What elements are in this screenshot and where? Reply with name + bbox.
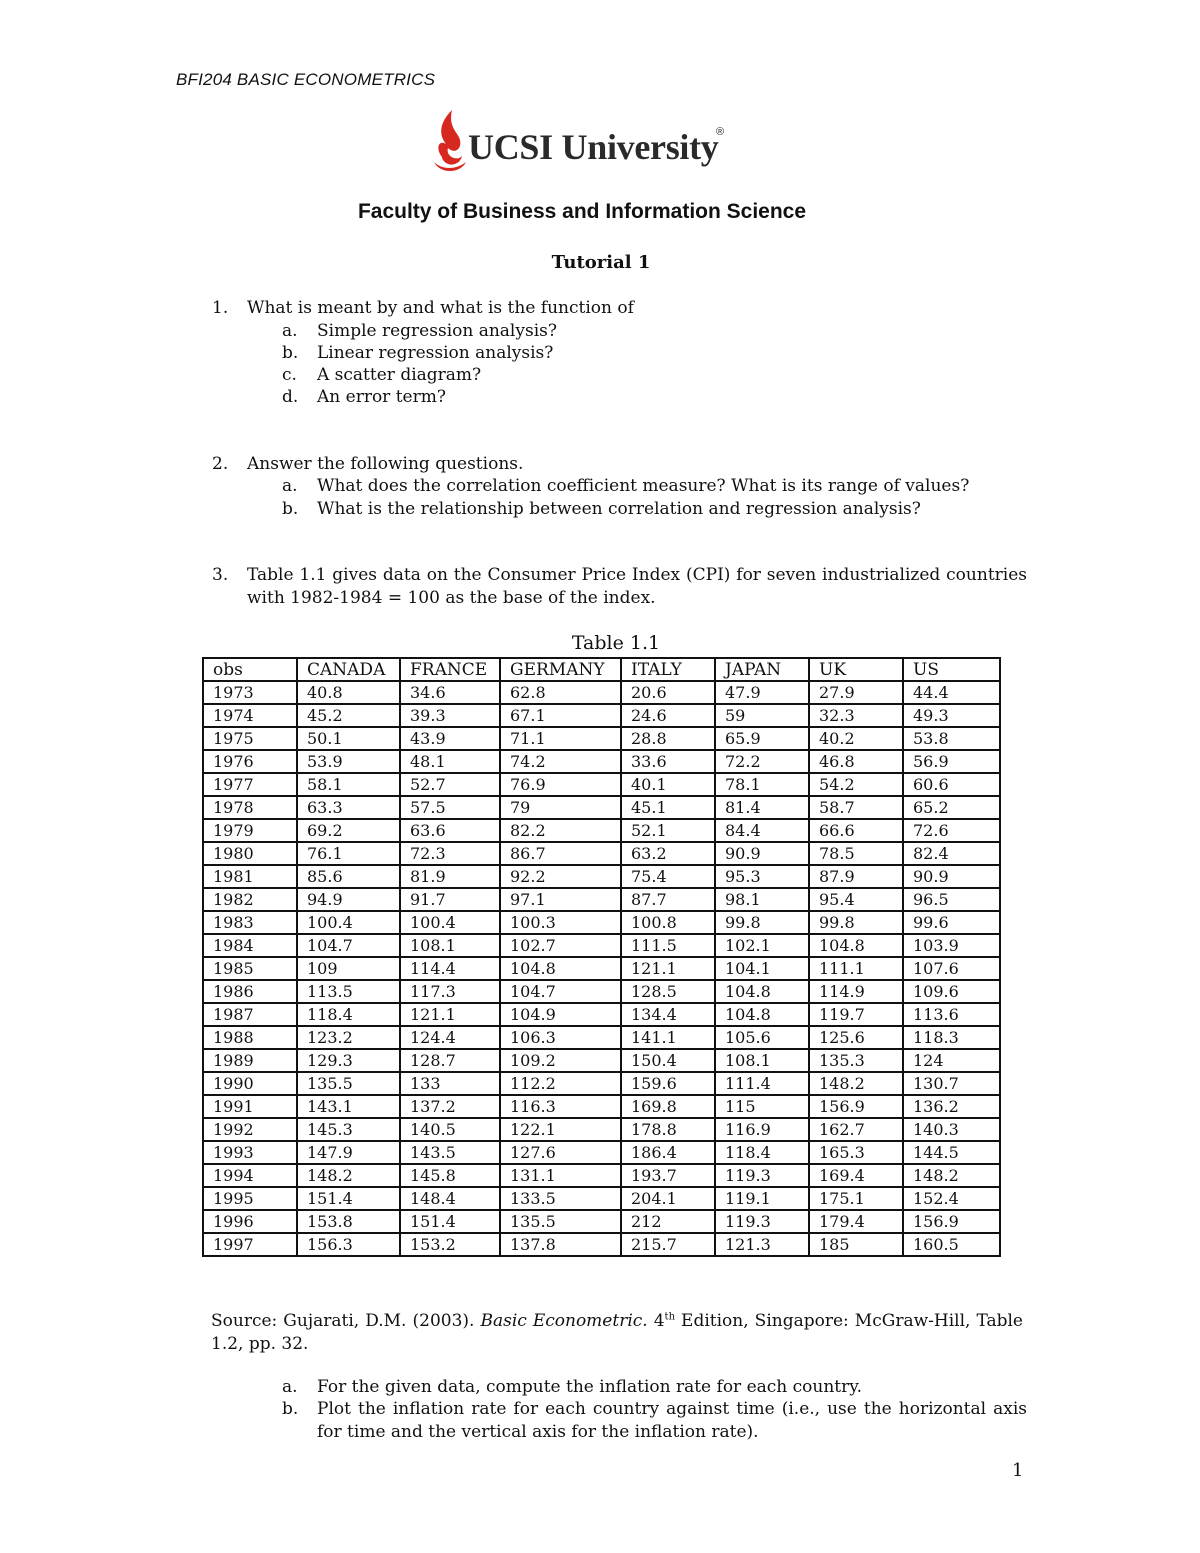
cpi-cell: 124.4 [400, 1026, 500, 1049]
cpi-cell: 66.6 [809, 819, 903, 842]
tutorial-title: Tutorial 1 [551, 252, 651, 273]
cpi-cell: 63.3 [297, 796, 400, 819]
cpi-cell: 114.9 [809, 980, 903, 1003]
column-header: CANADA [297, 658, 400, 681]
flame-icon [430, 108, 470, 176]
cpi-cell: 79 [500, 796, 621, 819]
table-row [203, 1072, 1000, 1095]
cpi-cell: 160.5 [903, 1233, 1000, 1256]
cpi-cell: 145.8 [400, 1164, 500, 1187]
cpi-table [202, 657, 1001, 1257]
item-label: a. [282, 476, 298, 496]
year-cell: 1997 [203, 1233, 297, 1256]
year-cell: 1992 [203, 1118, 297, 1141]
cpi-cell: 94.9 [297, 888, 400, 911]
cpi-cell: 128.7 [400, 1049, 500, 1072]
cpi-cell: 159.6 [621, 1072, 715, 1095]
cpi-cell: 131.1 [500, 1164, 621, 1187]
cpi-cell: 32.3 [809, 704, 903, 727]
cpi-cell: 169.8 [621, 1095, 715, 1118]
cpi-cell: 108.1 [400, 934, 500, 957]
cpi-cell: 100.4 [297, 911, 400, 934]
cpi-cell: 124 [903, 1049, 1000, 1072]
university-logo [430, 108, 730, 176]
cpi-cell: 44.4 [903, 681, 1000, 704]
cpi-cell: 162.7 [809, 1118, 903, 1141]
cpi-cell: 65.2 [903, 796, 1000, 819]
cpi-cell: 104.7 [500, 980, 621, 1003]
cpi-cell: 115 [715, 1095, 809, 1118]
table-row [203, 1210, 1000, 1233]
cpi-cell: 40.1 [621, 773, 715, 796]
cpi-cell: 67.1 [500, 704, 621, 727]
year-cell: 1989 [203, 1049, 297, 1072]
cpi-cell: 104.8 [715, 1003, 809, 1026]
cpi-cell: 34.6 [400, 681, 500, 704]
cpi-cell: 50.1 [297, 727, 400, 750]
cpi-cell: 178.8 [621, 1118, 715, 1141]
cpi-cell: 85.6 [297, 865, 400, 888]
item-label: a. [282, 321, 298, 341]
table-row [203, 773, 1000, 796]
year-cell: 1993 [203, 1141, 297, 1164]
table-row [203, 1003, 1000, 1026]
cpi-cell: 43.9 [400, 727, 500, 750]
cpi-cell: 57.5 [400, 796, 500, 819]
year-cell: 1977 [203, 773, 297, 796]
cpi-cell: 87.9 [809, 865, 903, 888]
year-cell: 1982 [203, 888, 297, 911]
cpi-cell: 99.8 [715, 911, 809, 934]
table-row [203, 750, 1000, 773]
cpi-cell: 204.1 [621, 1187, 715, 1210]
year-cell: 1988 [203, 1026, 297, 1049]
running-header: BFI204 BASIC ECONOMETRICS [176, 70, 436, 89]
item-text: For the given data, compute the inflation rate for each country. [317, 1377, 863, 1397]
cpi-cell: 156.9 [809, 1095, 903, 1118]
cpi-cell: 119.7 [809, 1003, 903, 1026]
table-row [203, 681, 1000, 704]
cpi-cell: 24.6 [621, 704, 715, 727]
item-label: c. [282, 365, 297, 385]
cpi-cell: 100.3 [500, 911, 621, 934]
table-row [203, 727, 1000, 750]
cpi-cell: 122.1 [500, 1118, 621, 1141]
cpi-cell: 109 [297, 957, 400, 980]
cpi-cell: 63.6 [400, 819, 500, 842]
cpi-cell: 96.5 [903, 888, 1000, 911]
item-text: An error term? [317, 387, 446, 407]
cpi-cell: 137.8 [500, 1233, 621, 1256]
cpi-cell: 137.2 [400, 1095, 500, 1118]
cpi-cell: 53.9 [297, 750, 400, 773]
cpi-cell: 140.3 [903, 1118, 1000, 1141]
cpi-cell: 69.2 [297, 819, 400, 842]
table-row [203, 1049, 1000, 1072]
table-row [203, 888, 1000, 911]
table-source [211, 1310, 1023, 1356]
cpi-cell: 58.1 [297, 773, 400, 796]
cpi-cell: 78.1 [715, 773, 809, 796]
cpi-cell: 109.6 [903, 980, 1000, 1003]
cpi-cell: 91.7 [400, 888, 500, 911]
cpi-cell: 113.5 [297, 980, 400, 1003]
logo-text: UCSI University [468, 127, 719, 167]
cpi-cell: 111.1 [809, 957, 903, 980]
table-row [203, 957, 1000, 980]
year-cell: 1984 [203, 934, 297, 957]
cpi-cell: 56.9 [903, 750, 1000, 773]
cpi-cell: 105.6 [715, 1026, 809, 1049]
year-cell: 1976 [203, 750, 297, 773]
item-label: b. [282, 343, 299, 363]
cpi-cell: 114.4 [400, 957, 500, 980]
cpi-cell: 82.4 [903, 842, 1000, 865]
table-row [203, 1118, 1000, 1141]
cpi-cell: 212 [621, 1210, 715, 1233]
cpi-cell: 133.5 [500, 1187, 621, 1210]
cpi-cell: 119.1 [715, 1187, 809, 1210]
cpi-cell: 45.1 [621, 796, 715, 819]
cpi-cell: 111.5 [621, 934, 715, 957]
cpi-cell: 27.9 [809, 681, 903, 704]
cpi-cell: 46.8 [809, 750, 903, 773]
cpi-cell: 116.3 [500, 1095, 621, 1118]
column-header: FRANCE [400, 658, 500, 681]
cpi-cell: 121.3 [715, 1233, 809, 1256]
cpi-cell: 117.3 [400, 980, 500, 1003]
cpi-cell: 71.1 [500, 727, 621, 750]
cpi-cell: 52.7 [400, 773, 500, 796]
year-cell: 1978 [203, 796, 297, 819]
cpi-cell: 92.2 [500, 865, 621, 888]
cpi-cell: 147.9 [297, 1141, 400, 1164]
cpi-cell: 148.2 [809, 1072, 903, 1095]
cpi-cell: 82.2 [500, 819, 621, 842]
cpi-cell: 140.5 [400, 1118, 500, 1141]
item-text: What is the relationship between correlation and regression analysis? [317, 499, 921, 519]
cpi-cell: 175.1 [809, 1187, 903, 1210]
year-cell: 1987 [203, 1003, 297, 1026]
cpi-cell: 72.2 [715, 750, 809, 773]
column-header: JAPAN [715, 658, 809, 681]
cpi-cell: 151.4 [400, 1210, 500, 1233]
cpi-cell: 76.9 [500, 773, 621, 796]
column-header: US [903, 658, 1000, 681]
cpi-cell: 119.3 [715, 1210, 809, 1233]
table-row [203, 1164, 1000, 1187]
cpi-cell: 95.4 [809, 888, 903, 911]
table-row [203, 1095, 1000, 1118]
cpi-cell: 128.5 [621, 980, 715, 1003]
cpi-cell: 121.1 [400, 1003, 500, 1026]
source-publisher: Edition, Singapore: McGraw-Hill, Table 1.2, pp. 32. [211, 1311, 1023, 1354]
table-row [203, 934, 1000, 957]
item-text: Simple regression analysis? [317, 321, 557, 341]
cpi-cell: 99.8 [809, 911, 903, 934]
cpi-cell: 156.3 [297, 1233, 400, 1256]
cpi-cell: 185 [809, 1233, 903, 1256]
cpi-cell: 130.7 [903, 1072, 1000, 1095]
year-cell: 1975 [203, 727, 297, 750]
source-edition-number: 4 [647, 1311, 665, 1331]
cpi-cell: 59 [715, 704, 809, 727]
cpi-cell: 81.4 [715, 796, 809, 819]
table-row [203, 1141, 1000, 1164]
cpi-cell: 119.3 [715, 1164, 809, 1187]
cpi-cell: 215.7 [621, 1233, 715, 1256]
cpi-cell: 75.4 [621, 865, 715, 888]
cpi-cell: 72.3 [400, 842, 500, 865]
cpi-cell: 118.4 [297, 1003, 400, 1026]
cpi-cell: 135.3 [809, 1049, 903, 1072]
cpi-cell: 99.6 [903, 911, 1000, 934]
year-cell: 1990 [203, 1072, 297, 1095]
cpi-cell: 152.4 [903, 1187, 1000, 1210]
item-text: What does the correlation coefficient measure? What is its range of values? [317, 476, 970, 496]
cpi-cell: 129.3 [297, 1049, 400, 1072]
cpi-cell: 49.3 [903, 704, 1000, 727]
cpi-cell: 179.4 [809, 1210, 903, 1233]
cpi-cell: 125.6 [809, 1026, 903, 1049]
cpi-cell: 90.9 [903, 865, 1000, 888]
column-header: obs [203, 658, 297, 681]
cpi-cell: 54.2 [809, 773, 903, 796]
year-cell: 1995 [203, 1187, 297, 1210]
question-text: Table 1.1 gives data on the Consumer Price Index (CPI) for seven industrialized countries with 1982-1984 = 100 as the base of the index. [247, 565, 1027, 608]
cpi-cell: 148.2 [297, 1164, 400, 1187]
cpi-cell: 104.9 [500, 1003, 621, 1026]
cpi-cell: 121.1 [621, 957, 715, 980]
cpi-cell: 20.6 [621, 681, 715, 704]
cpi-cell: 45.2 [297, 704, 400, 727]
cpi-cell: 111.4 [715, 1072, 809, 1095]
cpi-cell: 40.2 [809, 727, 903, 750]
table-header-row [203, 658, 1000, 681]
cpi-cell: 84.4 [715, 819, 809, 842]
cpi-cell: 58.7 [809, 796, 903, 819]
cpi-cell: 127.6 [500, 1141, 621, 1164]
cpi-cell: 39.3 [400, 704, 500, 727]
cpi-cell: 143.1 [297, 1095, 400, 1118]
cpi-cell: 151.4 [297, 1187, 400, 1210]
registered-mark: ® [716, 126, 725, 138]
cpi-cell: 135.5 [297, 1072, 400, 1095]
cpi-cell: 112.2 [500, 1072, 621, 1095]
question-number: 3. [212, 565, 229, 585]
cpi-cell: 95.3 [715, 865, 809, 888]
cpi-cell: 165.3 [809, 1141, 903, 1164]
cpi-cell: 118.3 [903, 1026, 1000, 1049]
item-text: Linear regression analysis? [317, 343, 554, 363]
cpi-cell: 48.1 [400, 750, 500, 773]
cpi-cell: 52.1 [621, 819, 715, 842]
cpi-cell: 63.2 [621, 842, 715, 865]
cpi-cell: 100.8 [621, 911, 715, 934]
cpi-cell: 104.8 [500, 957, 621, 980]
table-row [203, 1026, 1000, 1049]
year-cell: 1981 [203, 865, 297, 888]
cpi-cell: 28.8 [621, 727, 715, 750]
question-text: What is meant by and what is the function of [247, 298, 634, 318]
year-cell: 1985 [203, 957, 297, 980]
cpi-cell: 104.8 [809, 934, 903, 957]
year-cell: 1991 [203, 1095, 297, 1118]
item-text: A scatter diagram? [317, 365, 482, 385]
table-row [203, 1233, 1000, 1256]
cpi-cell: 109.2 [500, 1049, 621, 1072]
cpi-cell: 81.9 [400, 865, 500, 888]
cpi-cell: 72.6 [903, 819, 1000, 842]
cpi-cell: 193.7 [621, 1164, 715, 1187]
cpi-cell: 144.5 [903, 1141, 1000, 1164]
table-caption: Table 1.1 [571, 632, 661, 654]
cpi-cell: 76.1 [297, 842, 400, 865]
item-label: d. [282, 387, 299, 407]
year-cell: 1979 [203, 819, 297, 842]
cpi-cell: 40.8 [297, 681, 400, 704]
year-cell: 1983 [203, 911, 297, 934]
question-text: Answer the following questions. [247, 454, 524, 474]
item-text: Plot the inflation rate for each country against time (i.e., use the horizontal axis for time and the vertical axis for the inflation rate). [317, 1399, 1027, 1442]
cpi-cell: 97.1 [500, 888, 621, 911]
cpi-cell: 100.4 [400, 911, 500, 934]
cpi-cell: 102.1 [715, 934, 809, 957]
table-row [203, 819, 1000, 842]
source-edition-suffix: th [664, 1311, 676, 1323]
column-header: GERMANY [500, 658, 621, 681]
cpi-cell: 134.4 [621, 1003, 715, 1026]
table-row [203, 796, 1000, 819]
faculty-title: Faculty of Business and Information Science [357, 200, 807, 223]
table-row [203, 911, 1000, 934]
cpi-cell: 78.5 [809, 842, 903, 865]
cpi-cell: 62.8 [500, 681, 621, 704]
cpi-cell: 169.4 [809, 1164, 903, 1187]
cpi-cell: 143.5 [400, 1141, 500, 1164]
cpi-cell: 33.6 [621, 750, 715, 773]
year-cell: 1980 [203, 842, 297, 865]
year-cell: 1973 [203, 681, 297, 704]
cpi-cell: 153.2 [400, 1233, 500, 1256]
cpi-cell: 148.2 [903, 1164, 1000, 1187]
cpi-cell: 113.6 [903, 1003, 1000, 1026]
cpi-cell: 156.9 [903, 1210, 1000, 1233]
cpi-cell: 107.6 [903, 957, 1000, 980]
cpi-cell: 153.8 [297, 1210, 400, 1233]
table-row [203, 842, 1000, 865]
cpi-cell: 86.7 [500, 842, 621, 865]
question-number: 2. [212, 454, 229, 474]
cpi-cell: 136.2 [903, 1095, 1000, 1118]
cpi-cell: 116.9 [715, 1118, 809, 1141]
cpi-cell: 118.4 [715, 1141, 809, 1164]
cpi-cell: 186.4 [621, 1141, 715, 1164]
cpi-cell: 98.1 [715, 888, 809, 911]
cpi-cell: 104.7 [297, 934, 400, 957]
table-row [203, 980, 1000, 1003]
cpi-cell: 141.1 [621, 1026, 715, 1049]
cpi-cell: 47.9 [715, 681, 809, 704]
question-number: 1. [212, 298, 229, 318]
cpi-cell: 103.9 [903, 934, 1000, 957]
year-cell: 1996 [203, 1210, 297, 1233]
cpi-cell: 53.8 [903, 727, 1000, 750]
cpi-cell: 60.6 [903, 773, 1000, 796]
item-label: b. [282, 1399, 299, 1419]
table-row [203, 704, 1000, 727]
column-header: UK [809, 658, 903, 681]
year-cell: 1994 [203, 1164, 297, 1187]
year-cell: 1974 [203, 704, 297, 727]
cpi-cell: 145.3 [297, 1118, 400, 1141]
item-label: a. [282, 1377, 298, 1397]
page-number: 1 [1012, 1460, 1024, 1481]
column-header: ITALY [621, 658, 715, 681]
cpi-cell: 135.5 [500, 1210, 621, 1233]
cpi-cell: 102.7 [500, 934, 621, 957]
table-row [203, 1187, 1000, 1210]
source-prefix: Source: Gujarati, D.M. (2003). [211, 1311, 481, 1331]
year-cell: 1986 [203, 980, 297, 1003]
cpi-cell: 150.4 [621, 1049, 715, 1072]
source-book-title: Basic Econometric. [480, 1311, 648, 1331]
cpi-cell: 106.3 [500, 1026, 621, 1049]
cpi-cell: 104.8 [715, 980, 809, 1003]
item-label: b. [282, 499, 299, 519]
cpi-cell: 104.1 [715, 957, 809, 980]
cpi-cell: 90.9 [715, 842, 809, 865]
cpi-cell: 123.2 [297, 1026, 400, 1049]
cpi-cell: 148.4 [400, 1187, 500, 1210]
cpi-cell: 74.2 [500, 750, 621, 773]
cpi-cell: 87.7 [621, 888, 715, 911]
cpi-cell: 133 [400, 1072, 500, 1095]
table-row [203, 865, 1000, 888]
cpi-cell: 65.9 [715, 727, 809, 750]
cpi-cell: 108.1 [715, 1049, 809, 1072]
